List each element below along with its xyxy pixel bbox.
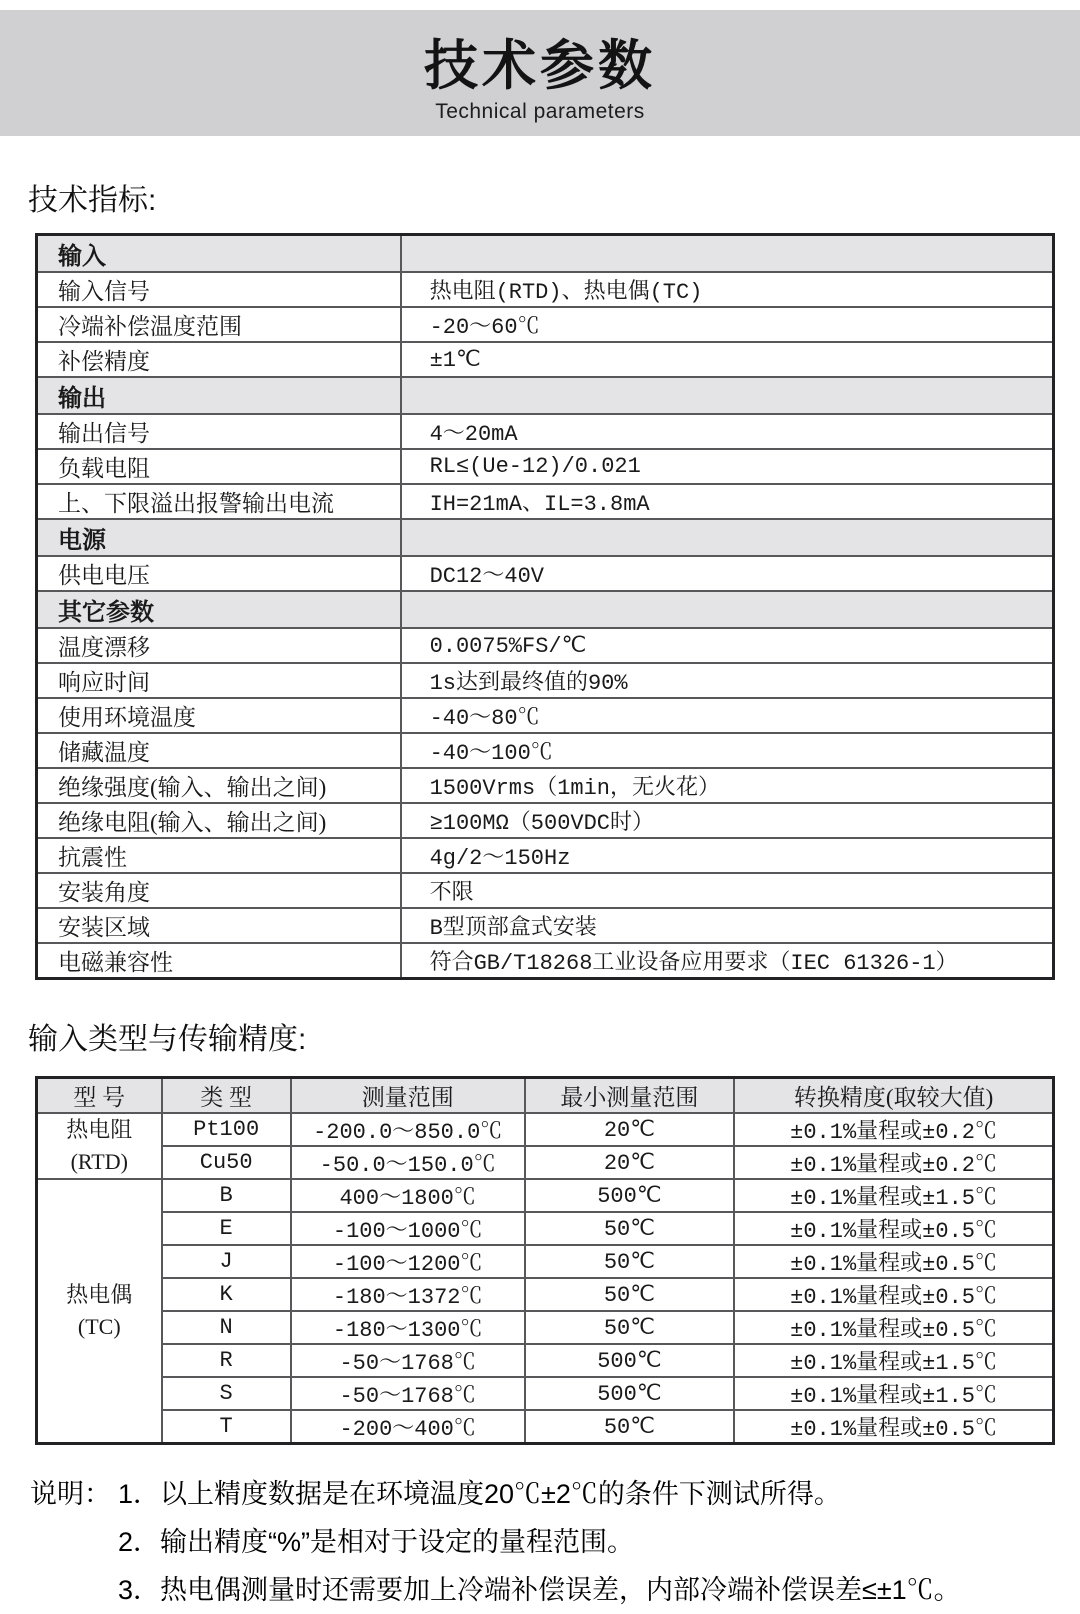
accuracy-cell-min_range: 500℃ — [525, 1179, 735, 1212]
spec-row — [37, 908, 1054, 943]
accuracy-cell-type: B — [162, 1179, 291, 1212]
spec-section-row — [37, 377, 1054, 414]
model-sub: (RTD) — [70, 1149, 128, 1174]
spec-label-cell: 电源 — [37, 519, 401, 556]
note-text: 1．以上精度数据是在环境温度20℃±2℃的条件下测试所得。 — [118, 1479, 841, 1509]
accuracy-row — [37, 1278, 1054, 1311]
spec-value-cell — [401, 377, 1054, 414]
spec-value-cell: 符合GB/T18268工业设备应用要求（IEC 61326-1） — [401, 943, 1054, 979]
accuracy-cell-range: -50～1768℃ — [291, 1377, 525, 1410]
spec-label-cell: 输出 — [37, 377, 401, 414]
spec-value-cell: 1500Vrms（1min，无火花） — [401, 768, 1054, 803]
spec-row — [37, 484, 1054, 519]
note-text: 3．热电偶测量时还需要加上冷端补偿误差，内部冷端补偿误差≤±1℃。 — [118, 1575, 961, 1605]
accuracy-cell-type: S — [162, 1377, 291, 1410]
accuracy-cell-min_range: 500℃ — [525, 1377, 735, 1410]
accuracy-cell-min_range: 20℃ — [525, 1146, 735, 1179]
note-text: 2．输出精度“%”是相对于设定的量程范围。 — [118, 1527, 635, 1557]
accuracy-cell-type: J — [162, 1245, 291, 1278]
accuracy-header-cell: 最小测量范围 — [525, 1078, 735, 1114]
accuracy-cell-accuracy: ±0.1%量程或±0.5℃ — [734, 1212, 1053, 1245]
notes — [30, 1470, 1080, 1614]
spec-value-cell: IH=21mA、IL=3.8mA — [401, 484, 1054, 519]
accuracy-cell-range: -180～1372℃ — [291, 1278, 525, 1311]
accuracy-cell-accuracy: ±0.1%量程或±0.5℃ — [734, 1245, 1053, 1278]
spec-value-cell: B型顶部盒式安装 — [401, 908, 1054, 943]
accuracy-row — [37, 1212, 1054, 1245]
accuracy-header-cell: 类 型 — [162, 1078, 291, 1114]
notes-prefix: 说明： — [30, 1479, 111, 1509]
spec-row — [37, 342, 1054, 377]
spec-label-cell: 绝缘电阻(输入、输出之间) — [37, 803, 401, 838]
accuracy-cell-range: -200～400℃ — [291, 1410, 525, 1444]
accuracy-cell-accuracy: ±0.1%量程或±1.5℃ — [734, 1179, 1053, 1212]
accuracy-cell-accuracy: ±0.1%量程或±0.5℃ — [734, 1410, 1053, 1444]
spec-row — [37, 628, 1054, 663]
accuracy-cell-range: -100～1200℃ — [291, 1245, 525, 1278]
spec-value-cell: -40～100℃ — [401, 733, 1054, 768]
accuracy-row — [37, 1410, 1054, 1444]
spec-value-cell: 1s达到最终值的90% — [401, 663, 1054, 698]
spec-label-cell: 电磁兼容性 — [37, 943, 401, 979]
accuracy-cell-type: K — [162, 1278, 291, 1311]
spec-row — [37, 556, 1054, 591]
spec-value-cell: 不限 — [401, 873, 1054, 908]
note-line — [30, 1566, 1080, 1614]
accuracy-cell-min_range: 500℃ — [525, 1344, 735, 1377]
accuracy-header-cell: 型 号 — [37, 1078, 162, 1114]
spec-row — [37, 873, 1054, 908]
accuracy-cell-accuracy: ±0.1%量程或±0.5℃ — [734, 1278, 1053, 1311]
spec-label-cell: 负载电阻 — [37, 449, 401, 484]
accuracy-cell-accuracy: ±0.1%量程或±1.5℃ — [734, 1344, 1053, 1377]
spec-label-cell: 补偿精度 — [37, 342, 401, 377]
spec-row — [37, 272, 1054, 307]
spec-value-cell — [401, 235, 1054, 273]
spec-label-cell: 安装区域 — [37, 908, 401, 943]
spec-section-row — [37, 591, 1054, 628]
accuracy-cell-range: 400～1800℃ — [291, 1179, 525, 1212]
accuracy-cell-type: Pt100 — [162, 1113, 291, 1146]
spec-value-cell: ≥100MΩ（500VDC时） — [401, 803, 1054, 838]
specs-table — [35, 233, 1055, 980]
spec-row — [37, 663, 1054, 698]
spec-row — [37, 803, 1054, 838]
spec-label-cell: 安装角度 — [37, 873, 401, 908]
spec-row — [37, 733, 1054, 768]
accuracy-cell-type: Cu50 — [162, 1146, 291, 1179]
spec-label-cell: 上、下限溢出报警输出电流 — [37, 484, 401, 519]
spec-value-cell: ±1℃ — [401, 342, 1054, 377]
accuracy-cell-type: E — [162, 1212, 291, 1245]
spec-value-cell: DC12～40V — [401, 556, 1054, 591]
accuracy-table-body — [37, 1113, 1054, 1444]
spec-value-cell: -20～60℃ — [401, 307, 1054, 342]
accuracy-cell-accuracy: ±0.1%量程或±0.5℃ — [734, 1311, 1053, 1344]
spec-value-cell: -40～80℃ — [401, 698, 1054, 733]
spec-label-cell: 供电电压 — [37, 556, 401, 591]
spec-label-cell: 输入信号 — [37, 272, 401, 307]
spec-label-cell: 响应时间 — [37, 663, 401, 698]
spec-value-cell: 4～20mA — [401, 414, 1054, 449]
accuracy-row — [37, 1146, 1054, 1179]
spec-row — [37, 698, 1054, 733]
spec-label-cell: 输入 — [37, 235, 401, 273]
spec-row — [37, 449, 1054, 484]
accuracy-cell-accuracy: ±0.1%量程或±0.2℃ — [734, 1146, 1053, 1179]
specs-heading: 技术指标: — [28, 184, 157, 217]
spec-label-cell: 其它参数 — [37, 591, 401, 628]
accuracy-row — [37, 1179, 1054, 1212]
note-line — [30, 1518, 1080, 1566]
page-subtitle: Technical parameters — [435, 100, 645, 123]
spec-label-cell: 抗震性 — [37, 838, 401, 873]
accuracy-row — [37, 1377, 1054, 1410]
accuracy-cell-range: -180～1300℃ — [291, 1311, 525, 1344]
accuracy-cell-min_range: 50℃ — [525, 1311, 735, 1344]
accuracy-cell-type: T — [162, 1410, 291, 1444]
specs-table-body — [37, 235, 1054, 979]
accuracy-cell-min_range: 50℃ — [525, 1245, 735, 1278]
model-sub: (TC) — [77, 1314, 121, 1339]
accuracy-cell-min_range: 50℃ — [525, 1212, 735, 1245]
accuracy-header-cell: 转换精度(取较大值) — [734, 1078, 1053, 1114]
model-cell — [37, 1113, 162, 1179]
spec-row — [37, 307, 1054, 342]
accuracy-row — [37, 1344, 1054, 1377]
accuracy-table-header-row — [37, 1078, 1054, 1114]
accuracy-heading: 输入类型与传输精度: — [28, 1023, 307, 1056]
page-title: 技术参数 — [424, 36, 656, 96]
spec-label-cell: 温度漂移 — [37, 628, 401, 663]
spec-value-cell: 4g/2～150Hz — [401, 838, 1054, 873]
model-cell — [37, 1179, 162, 1444]
accuracy-cell-accuracy: ±0.1%量程或±1.5℃ — [734, 1377, 1053, 1410]
spec-value-cell: 热电阻(RTD)、热电偶(TC) — [401, 272, 1054, 307]
spec-label-cell: 使用环境温度 — [37, 698, 401, 733]
spec-value-cell — [401, 519, 1054, 556]
accuracy-cell-min_range: 20℃ — [525, 1113, 735, 1146]
accuracy-row — [37, 1245, 1054, 1278]
page-banner — [0, 10, 1080, 136]
spec-value-cell: 0.0075%FS/℃ — [401, 628, 1054, 663]
accuracy-table — [35, 1076, 1055, 1445]
accuracy-cell-min_range: 50℃ — [525, 1410, 735, 1444]
accuracy-header-cell: 测量范围 — [291, 1078, 525, 1114]
spec-value-cell — [401, 591, 1054, 628]
spec-label-cell: 冷端补偿温度范围 — [37, 307, 401, 342]
accuracy-cell-range: -50～1768℃ — [291, 1344, 525, 1377]
accuracy-cell-min_range: 50℃ — [525, 1278, 735, 1311]
accuracy-cell-accuracy: ±0.1%量程或±0.2℃ — [734, 1113, 1053, 1146]
note-line — [30, 1470, 1080, 1518]
accuracy-row — [37, 1113, 1054, 1146]
spec-value-cell: RL≤(Ue-12)/0.021 — [401, 449, 1054, 484]
accuracy-cell-range: -100～1000℃ — [291, 1212, 525, 1245]
model-name: 热电阻 — [66, 1117, 133, 1143]
spec-label-cell: 输出信号 — [37, 414, 401, 449]
model-name: 热电偶 — [66, 1282, 133, 1308]
spec-section-row — [37, 519, 1054, 556]
accuracy-cell-type: N — [162, 1311, 291, 1344]
spec-row — [37, 838, 1054, 873]
accuracy-cell-range: -50.0～150.0℃ — [291, 1146, 525, 1179]
accuracy-row — [37, 1311, 1054, 1344]
accuracy-cell-range: -200.0～850.0℃ — [291, 1113, 525, 1146]
accuracy-cell-type: R — [162, 1344, 291, 1377]
spec-row — [37, 768, 1054, 803]
spec-label-cell: 储藏温度 — [37, 733, 401, 768]
spec-row — [37, 414, 1054, 449]
spec-row — [37, 943, 1054, 979]
spec-section-row — [37, 235, 1054, 273]
spec-label-cell: 绝缘强度(输入、输出之间) — [37, 768, 401, 803]
